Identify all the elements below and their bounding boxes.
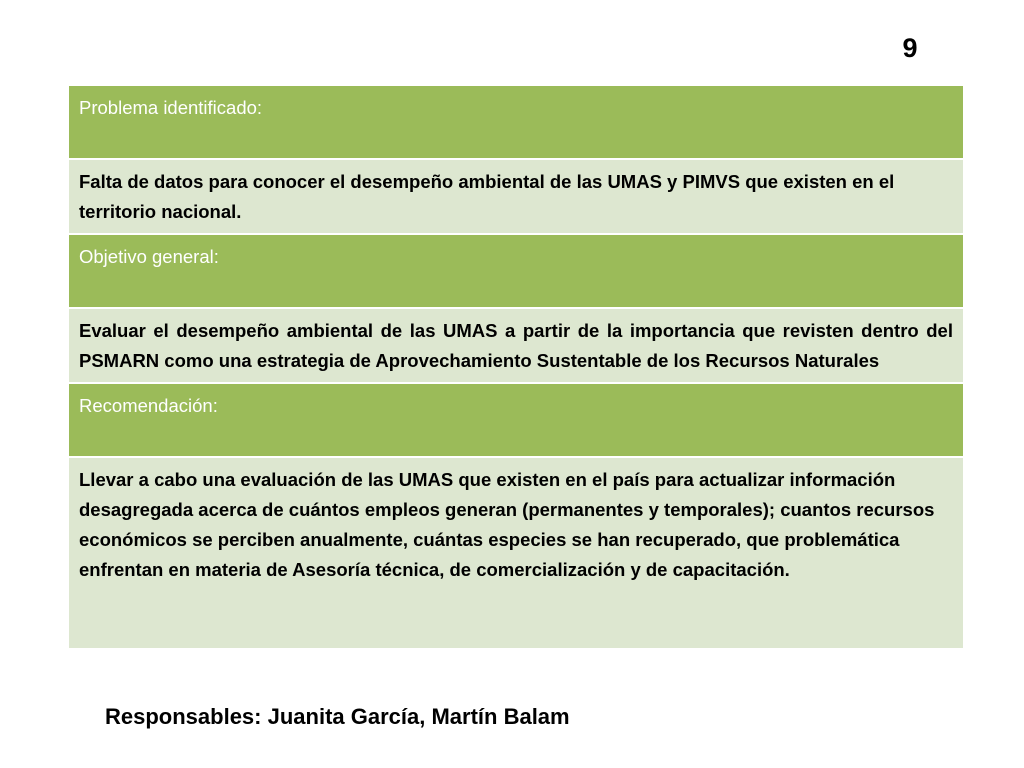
objetivo-header-row (69, 234, 963, 308)
problema-header-row (69, 86, 963, 159)
info-table (69, 86, 963, 648)
recomendacion-header-row (69, 383, 963, 457)
recomendacion-body-row (69, 457, 963, 648)
problema-label: Problema identificado: (69, 86, 963, 159)
recomendacion-text: Llevar a cabo una evaluación de las UMAS que existen en el país para actualizar información desagregada acerca de cuántos empleos generan (permanentes y temporales); cuantos recursos económicos se perciben anualmente, cuántas especies se han recuperado, que problemática enfrentan en materia de Asesoría técnica, de comercialización y de capacitación. (69, 457, 963, 648)
problema-body-row (69, 159, 963, 234)
recomendacion-label: Recomendación: (69, 383, 963, 457)
problema-text: Falta de datos para conocer el desempeño ambiental de las UMAS y PIMVS que existen en el territorio nacional. (69, 159, 963, 234)
objetivo-body-row (69, 308, 963, 383)
responsables-line: Responsables: Juanita García, Martín Balam (105, 704, 570, 729)
objetivo-text: Evaluar el desempeño ambiental de las UMAS a partir de la importancia que revisten dentro del PSMARN como una estrategia de Aprovechamiento Sustentable de los Recursos Naturales (69, 308, 963, 383)
objetivo-label: Objetivo general: (69, 234, 963, 308)
page-number: 9 (902, 33, 918, 63)
